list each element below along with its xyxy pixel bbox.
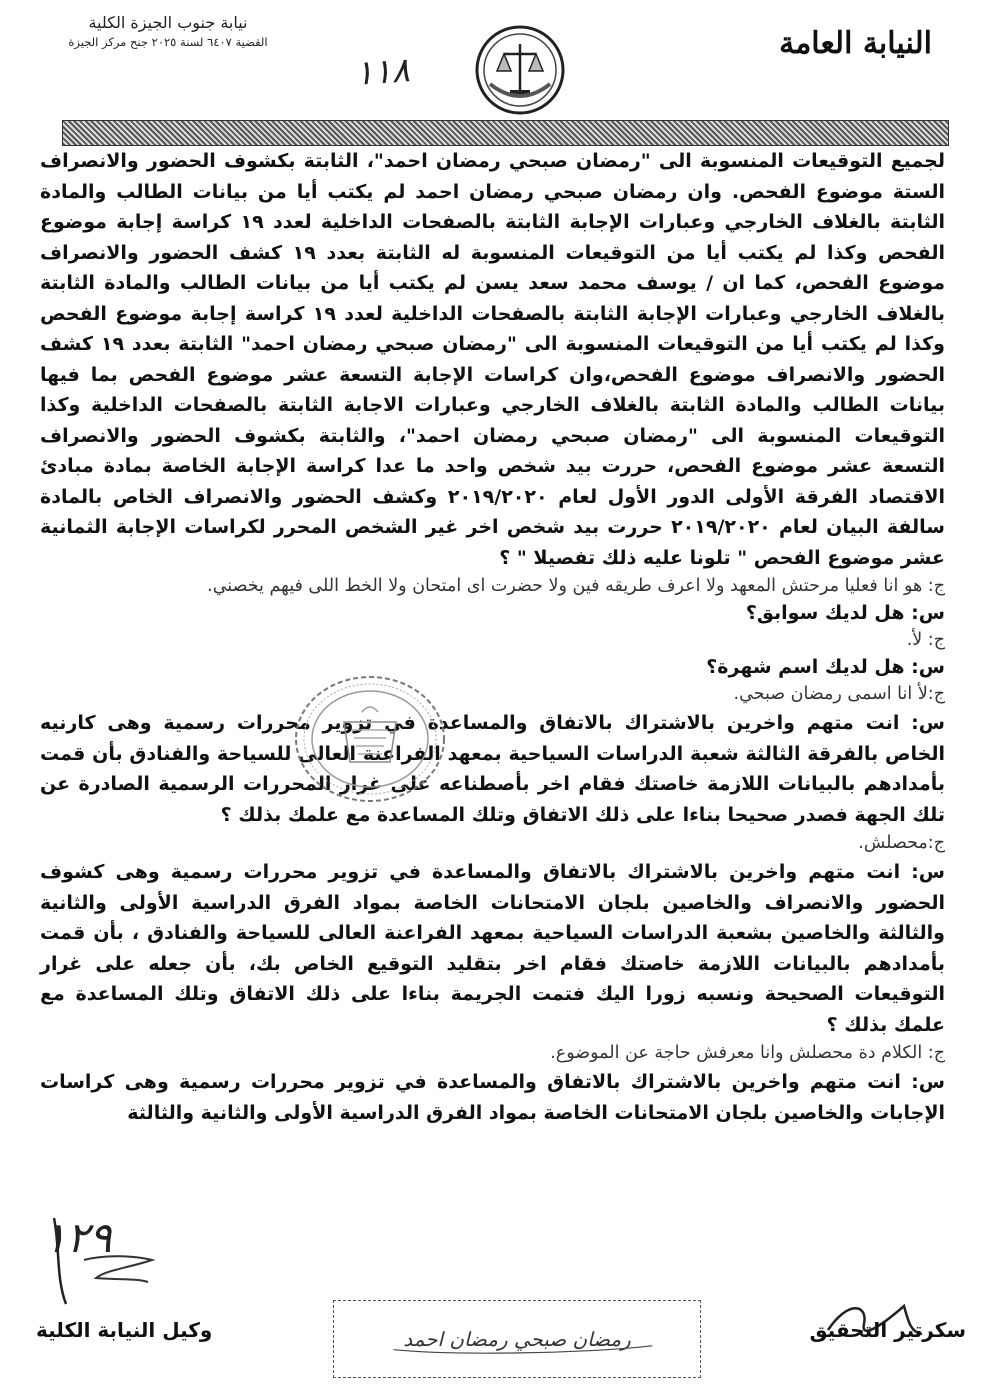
- prosecution-office-block: [38, 12, 298, 50]
- prosecution-name: نيابة جنوب الجيزة الكلية: [88, 13, 248, 32]
- interrogation-transcript: [40, 146, 945, 1128]
- case-number: القضية ٦٤٠٧ لسنة ٢٠٢٥ جنح مركز الجيزة: [68, 35, 268, 49]
- question-line: س: هل لديك سوابق؟: [745, 602, 945, 624]
- prosecutor-title: وكيل النيابة الكلية: [36, 1318, 213, 1342]
- signature-number: ١٢٩: [44, 1213, 112, 1262]
- answer-line: ج: هو انا فعليا مرحتش المعهد ولا اعرف طريقه فين ولا حضرت اى امتحان ولا الخط اللى فيهم يخصني.: [207, 576, 945, 596]
- question-paragraph: س: انت متهم واخرين بالاشتراك بالاتفاق والمساعدة في تزوير محررات رسمية وهى كارنيه الخاص بالفرقة الثالثة شعبة الدراسات السياحية بمعهد الفراعنة العالى للسياحة والفنادق بأن قمت بأمدادهم بالبيانات اللازمة خاصتك فقام اخر بأصطناعه على غرار المحررات الرسمية الصادرة عن تلك الجهة فصدر صحيحا بناءا على ذلك الاتفاق وتلك المساعدة مع علمك بذلك ؟: [40, 712, 945, 826]
- header-divider-band: [62, 120, 949, 146]
- question-paragraph: س: انت متهم واخرين بالاشتراك بالاتفاق والمساعدة في تزوير محررات رسمية وهى كراسات الإجابات والخاصين بلجان الامتحانات الخاصة بمواد الفرق الدراسية الأولى والثانية والثالثة: [40, 1071, 945, 1124]
- office-title: النيابة العامة: [779, 26, 932, 61]
- question-line: س: هل لديك اسم شهرة؟: [706, 656, 945, 678]
- answer-line: ج: لأ.: [906, 630, 945, 650]
- secretary-title: سكرتير التحقيق: [809, 1318, 966, 1342]
- question-paragraph: س: انت متهم واخرين بالاشتراك بالاتفاق والمساعدة في تزوير محررات رسمية وهى كشوف الحضور والانصراف والخاصين بلجان الامتحانات الخاصة بمواد الفرق الدراسية الأولى والثانية والثالثة والخاصين بشعبة الدراسات السياحية بمعهد الفراعنة العالى للسياحة والفنادق ، بأن قمت بأمدادهم بالبيانات اللازمة خاصتك فقام اخر بتقليد التوقيع الخاص بك، بأن جعله على غرار التوقيعات الصحيحة ونسبه زورا اليك فتمت الجريمة بناءا على ذلك الاتفاق وتلك المساعدة مع علمك بذلك ؟: [40, 861, 945, 1036]
- prosecutor-signature: [36, 1208, 156, 1308]
- scales-of-justice-emblem-icon: [474, 24, 566, 116]
- answer-line: ج:لأ انا اسمى رمضان صبحي.: [733, 684, 945, 704]
- accused-signature-box: [333, 1300, 701, 1378]
- official-stamp-seal: [292, 672, 448, 806]
- accused-signature: رمضان صبحي رمضان احمد: [403, 1328, 631, 1351]
- handwritten-page-number: ١١٨: [353, 50, 412, 94]
- answer-line: ج:محصلش.: [858, 833, 945, 853]
- question-paragraph: لجميع التوقيعات المنسوبة الى "رمضان صبحي رمضان احمد"، الثابتة بكشوف الحضور والانصراف الستة موضوع الفحص. وان رمضان صبحي رمضان احمد لم يكتب أيا من بيانات الطالب والمادة الثابتة بالغلاف الخارجي وعبارات الإجابة الثابتة بالصفحات الداخلية لعدد ١٩ كراسة إجابة موضوع الفحص وكذا لم يكتب أيا من التوقيعات المنسوبة له الثابتة بعدد ١٩ كشف الحضور والانصراف موضوع الفحص، كما ان / يوسف محمد سعد يسن لم يكتب أيا من بيانات الطالب والمادة الثابتة بالغلاف الخارجي وعبارات الإجابة الثابتة بالصفحات الداخلية لعدد ١٩ كراسة إجابة موضوع الفحص وكذا لم يكتب أيا من التوقيعات المنسوبة الى "رمضان صبحي رمضان احمد" الثابتة بعدد ١٩ كشف الحضور والانصراف موضوع الفحص،وان كراسات الإجابة التسعة عشر موضوع الفحص بما فيها بيانات الطالب والمادة الثابتة بالغلاف الخارجي وعبارات الاجابة الثابتة بالصفحات الداخلية وكذا التوقيعات المنسوبة الى "رمضان صبحي رمضان احمد"، والثابتة بكشوف الحضور والانصراف التسعة عشر موضوع الفحص، حررت بيد شخص واحد ما عدا كراسة الإجابة الخاصة بمادة مبادئ الاقتصاد الفرقة الأولى الدور الأول لعام ٢٠١٩/٢٠٢٠ وكشف الحضور والانصراف الخاص بالمادة سالفة البيان لعام ٢٠١٩/٢٠٢٠ حررت بيد شخص اخر غير الشخص المحرر لكراسات الإجابة الثمانية عشر موضوع الفحص " تلونا عليه ذلك تفصيلا " ؟: [40, 150, 946, 569]
- answer-line: ج: الكلام دة محصلش وانا معرفش حاجة عن الموضوع.: [550, 1043, 945, 1063]
